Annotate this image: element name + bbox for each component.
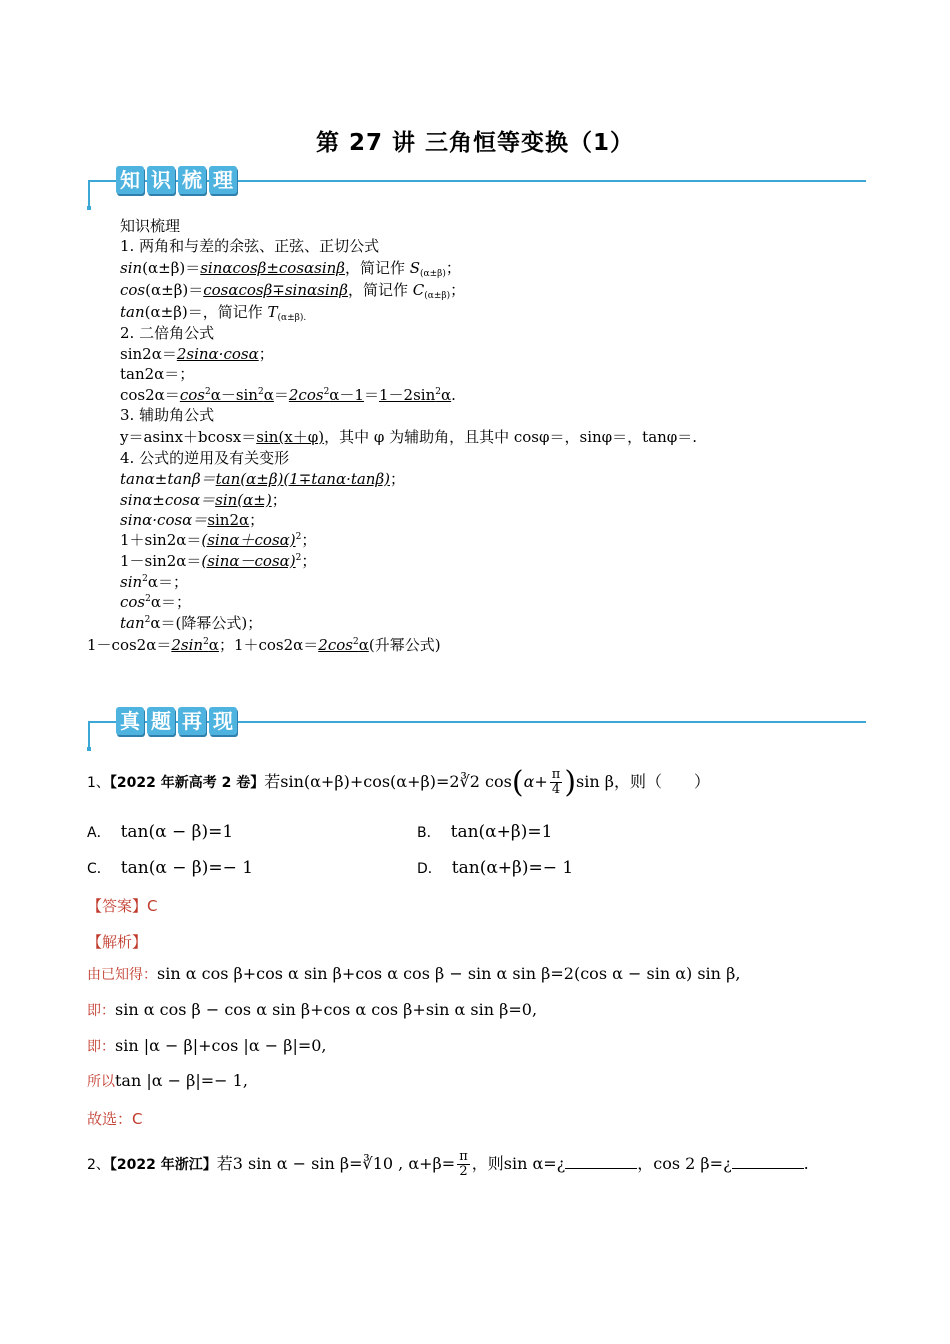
option-d[interactable]: D． tan(α+β)=− 1	[417, 858, 574, 878]
formula-inverse-1: tanα±tanβ＝tan(α±β)(1∓tanα·tanβ)；	[120, 470, 406, 488]
knowledge-heading: 知识梳理	[120, 217, 181, 235]
formula-tan2: tan2α＝；	[120, 365, 195, 383]
formula-inverse-5: $1-\sin 2\alpha=(\sin\alpha-\cos\alpha)^2$；	[120, 552, 317, 570]
banner-tile: 知	[116, 166, 144, 194]
banner-tile: 真	[116, 707, 144, 735]
formula-inverse-6: $\sin^2\alpha=$；	[120, 573, 189, 591]
option-a[interactable]: A． tan(α − β)=1	[87, 822, 234, 842]
answer-blank-2[interactable]	[732, 1154, 804, 1169]
formula-tan-sum: tan(α±β)＝，简记作 $T_{(\alpha\pm\beta).}$	[120, 303, 307, 323]
banner-tile: 再	[178, 707, 206, 735]
formula-inverse-7: $\cos^2\alpha=$；	[120, 593, 192, 611]
question-1-stem: 1、【2022 年新高考 2 卷】若sin(α+β)+cos(α+β)=2∛2 cos(α+ $\frac{\pi}{4}$ )sin β，则（ ）	[87, 765, 711, 800]
analysis-label: 【解析】	[87, 933, 148, 951]
solution-step-2: 即：sin α cos β − cos α sin β+cos α cos β+sin α sin β=0,	[87, 1000, 538, 1019]
option-c[interactable]: C． tan(α − β)=− 1	[87, 858, 254, 878]
formula-cos-sum: cos(α±β)＝cosαcosβ∓sinαsinβ，简记作 $C_{(\alpha\pm\beta)}$；	[120, 281, 466, 301]
knowledge-item-4: 4. 公式的逆用及有关变形	[120, 449, 290, 467]
banner-tile: 梳	[178, 166, 206, 194]
formula-sin2: sin2α＝2sinα·cosα；	[120, 345, 274, 363]
formula-inverse-3: sinα·cosα＝sin2α；	[120, 511, 265, 529]
section-banner-real-exam	[86, 707, 866, 757]
formula-inverse-8: $\tan^2\alpha=$(降幂公式)；	[120, 614, 263, 632]
page-title: 第 27 讲 三角恒等变换（1）	[315, 130, 635, 156]
formula-power-reduction: $1-\cos 2\alpha=2\sin^2\alpha$；$1+\cos 2\alpha=2\cos^2\alpha$(升幂公式)	[87, 636, 441, 654]
banner-tile: 题	[147, 707, 175, 735]
banner-tile: 理	[209, 166, 237, 194]
formula-cos2: $\cos 2\alpha=\cos^2\alpha-\sin^2\alpha=2\cos^2\alpha-1=1-2\sin^2\alpha$.	[120, 386, 456, 404]
knowledge-item-2: 2. 二倍角公式	[120, 324, 215, 342]
solution-step-3: 即：sin |α − β|+cos |α − β|=0,	[87, 1036, 327, 1055]
knowledge-item-3: 3. 辅助角公式	[120, 406, 215, 424]
banner-tile: 现	[209, 707, 237, 735]
solution-step-1: 由已知得：sin α cos β+cos α sin β+cos α cos β − sin α sin β=2(cos α − sin α) sin β,	[87, 964, 741, 983]
question-2-stem: 2、【2022 年浙江】若3 sin α − sin β=∛10 , α+β= $\frac{\pi}{2}$ ，则sin α=¿ ，cos 2 β=¿ .	[87, 1149, 809, 1179]
banner-tile: 识	[147, 166, 175, 194]
answer-label: 【答案】C	[87, 897, 158, 915]
solution-choice: 故选：C	[87, 1110, 143, 1128]
option-b[interactable]: B． tan(α+β)=1	[417, 822, 553, 842]
formula-inverse-2: sinα±cosα＝sin(α±)；	[120, 491, 287, 509]
formula-auxiliary: y＝asinx＋bcosx＝sin(x＋φ)，其中 φ 为辅助角，且其中 cosφ＝，sinφ＝，tanφ＝.	[120, 428, 698, 446]
formula-inverse-4: $1+\sin 2\alpha=(\sin\alpha+\cos\alpha)^2$；	[120, 531, 317, 549]
answer-blank-1[interactable]	[565, 1154, 637, 1169]
section-banner-knowledge	[86, 166, 866, 216]
solution-step-4: 所以tan |α − β|=− 1,	[87, 1071, 248, 1090]
knowledge-item-1: 1. 两角和与差的余弦、正弦、正切公式	[120, 237, 380, 255]
formula-sin-sum: sin(α±β)＝sinαcosβ±cosαsinβ，简记作 $S_{(\alpha\pm\beta)}$；	[120, 259, 461, 279]
